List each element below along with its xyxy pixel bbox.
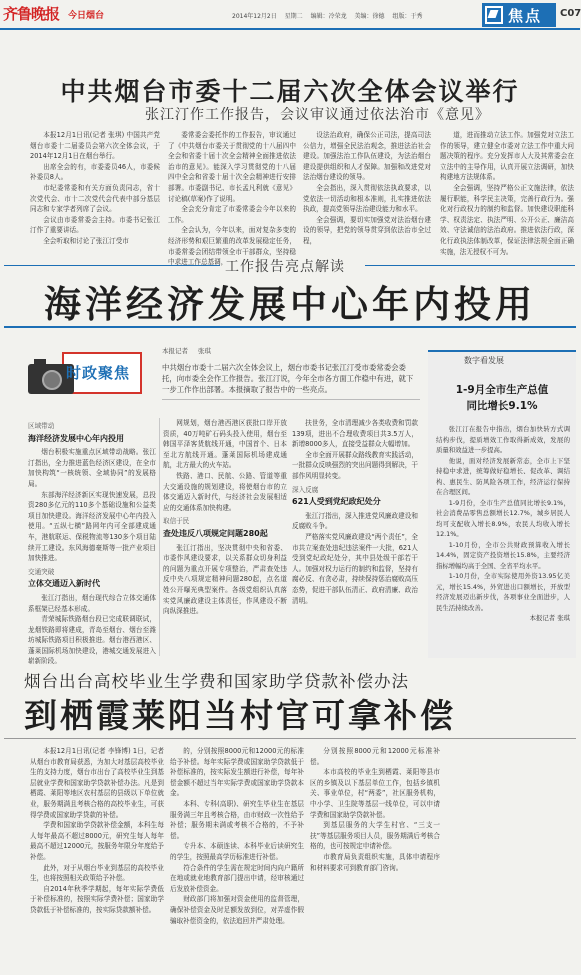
paragraph: 全会充分肯定了市委常委会今年以来的工作。	[168, 205, 296, 224]
story1-headline: 中共烟台市委十二届六次全体会议举行	[60, 77, 520, 106]
paragraph: 的，分别按照8000元和12000元的标准给予补偿。每年实际学费或国家助学贷款低于补偿标准的，按实际发生额进行补偿，每年补偿金额不超过当年实际学费或国家助学贷款本金。	[170, 747, 304, 798]
kicker-rule-right	[365, 265, 575, 266]
column-divider	[159, 418, 160, 656]
proof-credit: 组版：于秀	[392, 13, 423, 20]
paragraph: 符合条件的学生需在规定时间内向户籍所在地或就业地教育部门提出申请，经审核通过后发放补偿资金。	[170, 863, 304, 893]
story2-lede: 中共烟台市委十二届六次全体会议上，烟台市委书记张江汀受市委常委会委托，向市委全会作工作报告。张江汀说，今年全市各方面工作稳中有进，就下一步工作作出部署。本报摘取了报告中的一些亮点。	[162, 362, 420, 400]
section-tag: 取信于民	[163, 517, 190, 526]
paragraph: 青荣城际铁路烟台段已完成联调联试，龙烟铁路即将建成，青岛至烟台、烟台至潍坊城际铁路项目积极推进。烟台港西港区、蓬莱国际机场加快建设，港城交通发展进入崭新阶段。	[28, 615, 156, 666]
sidebar-author: 本报记者 张琪	[529, 614, 570, 622]
story3-column-1	[30, 746, 164, 972]
section-name: 焦点	[508, 6, 543, 25]
paragraph: 本报12月1日讯(记者 张琪) 中国共产党烟台市委十二届委员会第六次全体会议，于2014年12月1日在烟台举行。	[30, 131, 160, 161]
paragraph: 网规划，烟台港西港区获批口岸开放资质，40万吨矿石码头投入使用，烟台至韩国平泽客货航线开通，中国首个、日本至北方航线开通。蓬莱国际机场建成通航，北方最大的火车站。	[163, 419, 287, 470]
paragraph: 财政部门将加强对资金使用的监督管理，确保补偿资金及时足额发放到位，对弄虚作假骗取补偿资金的，依法追回并严肃处理。	[170, 895, 304, 925]
paragraph: 本报12月1日讯(记者 李锋博) 1日，记者从烟台市教育局获悉，为加大对基层高校毕业生的支持力度，烟台市出台了高校毕业生到基层就业学费和国家助学贷款补偿办法。凡是到栖霞、莱阳等地区农村基层的县级以下单位就业，服务期满且考核合格的高校毕业生，可获得学费或国家助学贷款的补偿。	[30, 747, 164, 819]
subhead: 621人受到党纪政纪处分	[292, 497, 381, 507]
paragraph: 此外，对于从烟台毕业到基层的高校毕业生，也将按照相关政策给予补偿。	[30, 863, 164, 883]
byline-name: 张琪	[198, 347, 211, 355]
banner-title: 时政聚焦	[66, 364, 131, 382]
paragraph: 本科、专科(高职)、研究生毕业生在基层服务满三年且考核合格，由市财政一次性给予补偿；服务期未满或考核不合格的，不予补偿。	[170, 799, 304, 840]
issue-date: 2014年12月2日	[232, 13, 277, 20]
sidebar-title-line-2: 同比增长9.1%	[466, 400, 538, 412]
paragraph: 全会强调，坚持严格公正文施法律，依法履行职能，科学民主决策，完善行政行为。强化对行政权力的制约和监督。加快建设职能科学、权责法定、执法严明、公开公正、廉洁高效、守法诚信的法治政府。推进依法行政，深化行政执法体制改革，保证法律法规全面正确实施，法无授权不可为。	[440, 183, 574, 256]
story3-column-2	[170, 746, 304, 972]
paragraph: 委常委会委托作的工作报告，审议通过了《中共烟台市委关于贯彻党的十八届四中全会和省委十届十次全会精神全面推进依法治市的意见》。能深入学习贯彻党的十八届四中全会和省委十届十次全会精神进行安排部署。市委副书记、市长孟凡利就《意见》讨论稿(草案)作了说明。	[168, 131, 296, 203]
story1-column-3	[303, 130, 431, 246]
paragraph: 1-10月份，全市公共财政预算收入增长14.4%，固定资产投资增长15.8%，主要经济指标增幅均高于全国、全省平均水平。	[436, 540, 570, 570]
paragraph: 1-9月份，全市生产总值同比增长9.1%，社会消费品零售总额增长12.7%，城乡居民人均可支配收入增长8.9%，农民人均收入增长12.1%。	[436, 498, 570, 538]
paragraph: 扶世务，全市清理减少各类收费和罚款139项，进出不合理收费项目共3.5万人，新增8000多人，直接受益群众大幅增加。	[292, 419, 418, 449]
stats-sidebar	[428, 350, 576, 658]
paragraph: 张江汀指出，坚决贯彻中央和省委、市委作风建设要求，以关系群众切身利益的问题为重点开展专项整治，严肃查处违反中央八项规定精神问题280起，点名道姓公开曝光典型案件。各级党组织认真落实党风廉政建设主体责任，作风建设不断向纵深推进。	[163, 543, 287, 616]
sidebar-body	[436, 424, 570, 624]
section-flag-icon	[485, 6, 503, 24]
paragraph: 市教育局负责组织实施，具体申请程序和材料要求可到教育部门咨询。	[310, 852, 440, 872]
paragraph: 1-10月份，全市实际使用外资13.95亿美元，增长15.4%，外贸进出口额增长，开放型经济发展迈出新步伐，各项事业全面进步，人民生活持续改善。	[436, 572, 570, 612]
paragraph: 全会听取和讨论了张江汀受市	[43, 236, 129, 245]
section-tag: 区域带动	[28, 422, 55, 430]
edition-label: 今日烟台	[68, 11, 105, 21]
paragraph: 全会认为，今年以来，面对复杂多变的经济形势和艰巨繁重的改革发展稳定任务，市委常委会团结带领全市干部群众，坚持稳中求进工作总基调，	[168, 226, 296, 267]
sidebar-tag: 数字看发展	[464, 356, 504, 365]
story1-column-1	[30, 130, 160, 246]
paragraph: 出席全会的有，市委委员46人，市委候补委员8人。	[30, 162, 160, 182]
story2-byline	[162, 346, 211, 355]
paragraph: 专升本、本硕连读、本科毕业后读研究生的学生，按照最高学历标准进行补偿。	[170, 842, 304, 861]
paragraph: 学费和国家助学贷款补偿金额，本科生每人每年最高不超过8000元，研究生每人每年最高不超过12000元，按服务年限分年度给予补偿。	[30, 821, 164, 861]
paragraph: 张江汀在报告中指出，烟台加快转方式调结构步伐，提质增效工作取得新成效，发展的质量和效益进一步提高。	[436, 425, 570, 454]
sidebar-title-line-1: 1-9月全市生产总值	[455, 384, 549, 396]
paragraph: 设法治政府，确保公正司法，提高司法公信力，增强全民法治观念，推进法治社会建设。加强法治工作队伍建设，为法治烟台建设提供组织和人才保障。加强和改进党对法治烟台建设的领导。	[303, 131, 431, 182]
byline-label: 本报记者	[162, 347, 188, 355]
subhead: 海洋经济发展中心年内投用	[28, 433, 124, 443]
newspaper-logo: 齐鲁晚报	[3, 5, 60, 23]
section-tag: 深入反腐	[292, 485, 319, 494]
page-number: C07	[560, 8, 581, 19]
paragraph: 严格落实党风廉政建设“两个责任”，全市共立案查处违纪违法案件一大批，621人受到党纪政纪处分，其中县处级干部若干人。加强对权力运行的制约和监督，坚持有腐必反、有贪必肃，持续保持惩治腐败高压态势，促进干部队伍清正、政府清廉、政治清明。	[292, 532, 418, 605]
story2-headline: 海洋经济发展中心年内投用	[44, 283, 536, 326]
story2-kicker: 工作报告亮点解读	[225, 259, 345, 275]
paragraph: 分别按照8000元和12000元标准补偿。	[310, 747, 440, 766]
header-info	[232, 11, 428, 20]
paragraph: 会议由市委常委会主持。市委书记张江汀作了重要讲话。	[30, 215, 160, 235]
paragraph: 到基层服务的大学生村官、“三支一扶”等基层服务项目人员，服务期满后考核合格的，也可按规定申请补偿。	[310, 821, 440, 851]
paragraph: 全会强调，要切实加强党对法治烟台建设的领导，把党的领导贯穿到依法治市全过程，	[303, 215, 431, 245]
paragraph: 东部海洋经济新区实现快速发展，总投资280多亿元的110多个基础设施和公益类项目加快建设。海洋经济发展中心年内投入使用。“五纵七横”路网年内可全部建成通车，港航联运、保税物流等130多个项目陆续开工建设。东风海德豪斯等一批产业项目加快推进。	[28, 490, 156, 563]
paragraph: 张江汀指出，烟台现代综合立体交通体系框架已经基本形成。	[28, 593, 156, 613]
column-banner	[28, 352, 146, 402]
paragraph: 市纪委常委和有关方面负责同志，省十次党代会、市十二次党代会代表中部分基层同志和专家学者列席了会议。	[30, 183, 160, 214]
editor-credit: 编辑：冷荣龙	[310, 13, 347, 20]
paragraph: 自2014年秋季学期起，每年实际学费低于补偿标准的，按照实际学费补偿；国家助学贷款低于补偿标准的，按实际贷款额补偿。	[30, 884, 164, 914]
story2-column-c	[292, 418, 418, 658]
paragraph: 道，进而推动立法工作。加强党对立法工作的领导，建立健全市委对立法工作中重大问题决策的程序。充分发挥市人大及其常委会在立法中的主导作用，认真开展立法调研，加快构建地方法规体系。	[440, 131, 574, 182]
story2-column-b	[163, 418, 287, 658]
paragraph: 他说，面对经济发展新常态，全市上下坚持稳中求进，统筹做好稳增长、促改革、调结构、惠民生、防风险各项工作，经济运行保持在合理区间。	[436, 456, 570, 496]
paragraph: 张江汀指出，深入推进党风廉政建设和反腐败斗争。	[292, 511, 418, 531]
paragraph: 全会指出，深入贯彻依法执政要求，以党依法一切活动和根本准则，扎实推进依法执政，提高党领导法治建设能力和水平。	[303, 183, 431, 214]
issue-weekday: 星期二	[284, 13, 303, 20]
story1-column-4	[440, 130, 574, 256]
designer-credit: 美编：徐德	[354, 13, 385, 20]
story1-column-2	[168, 130, 296, 267]
story1-subhead: 张江汀作工作报告，会议审议通过依法治市《意见》	[145, 107, 490, 123]
paragraph: 本市高校的毕业生到栖霞、莱阳等县市区的乡镇及以下基层单位工作，包括乡镇机关、事业单位，村“两委”，社区服务机构，中小学、卫生院等基层一线单位，可以申请学费和国家助学贷款补偿。	[310, 768, 440, 819]
section-tab	[482, 3, 556, 27]
headline-rule	[4, 326, 576, 328]
paragraph: 铁路、港口、民航、公路、管道等重大交通设施的规划建设，将使烟台市的立体交通迈入新时代，与经济社会发展相适应的交通体系加快构建。	[163, 471, 287, 512]
subhead: 立体交通迈入新时代	[28, 579, 100, 589]
headline-rule	[4, 738, 576, 739]
story3-headline: 到栖霞莱阳当村官可拿补偿	[24, 696, 456, 735]
story2-column-a	[28, 418, 156, 666]
story3-kicker: 烟台出台高校毕业生学费和国家助学贷款补偿办法	[24, 672, 409, 691]
kicker-rule-left	[4, 265, 220, 266]
section-tag: 交通突破	[28, 567, 55, 576]
paragraph: 全市全面开展群众路线教育实践活动，一批群众反映强烈的突出问题得到解决，干部作风明显转变。	[292, 450, 418, 480]
paragraph: 烟台积极实施重点区域带动战略。张江汀指出，全力推进蓝色经济区建设，在全市加快构筑“一核统领、全域协同”的发展格局。	[28, 448, 156, 488]
page-header	[0, 0, 580, 30]
story3-column-3	[310, 746, 440, 972]
subhead: 查处违反八项规定问题280起	[163, 528, 268, 538]
